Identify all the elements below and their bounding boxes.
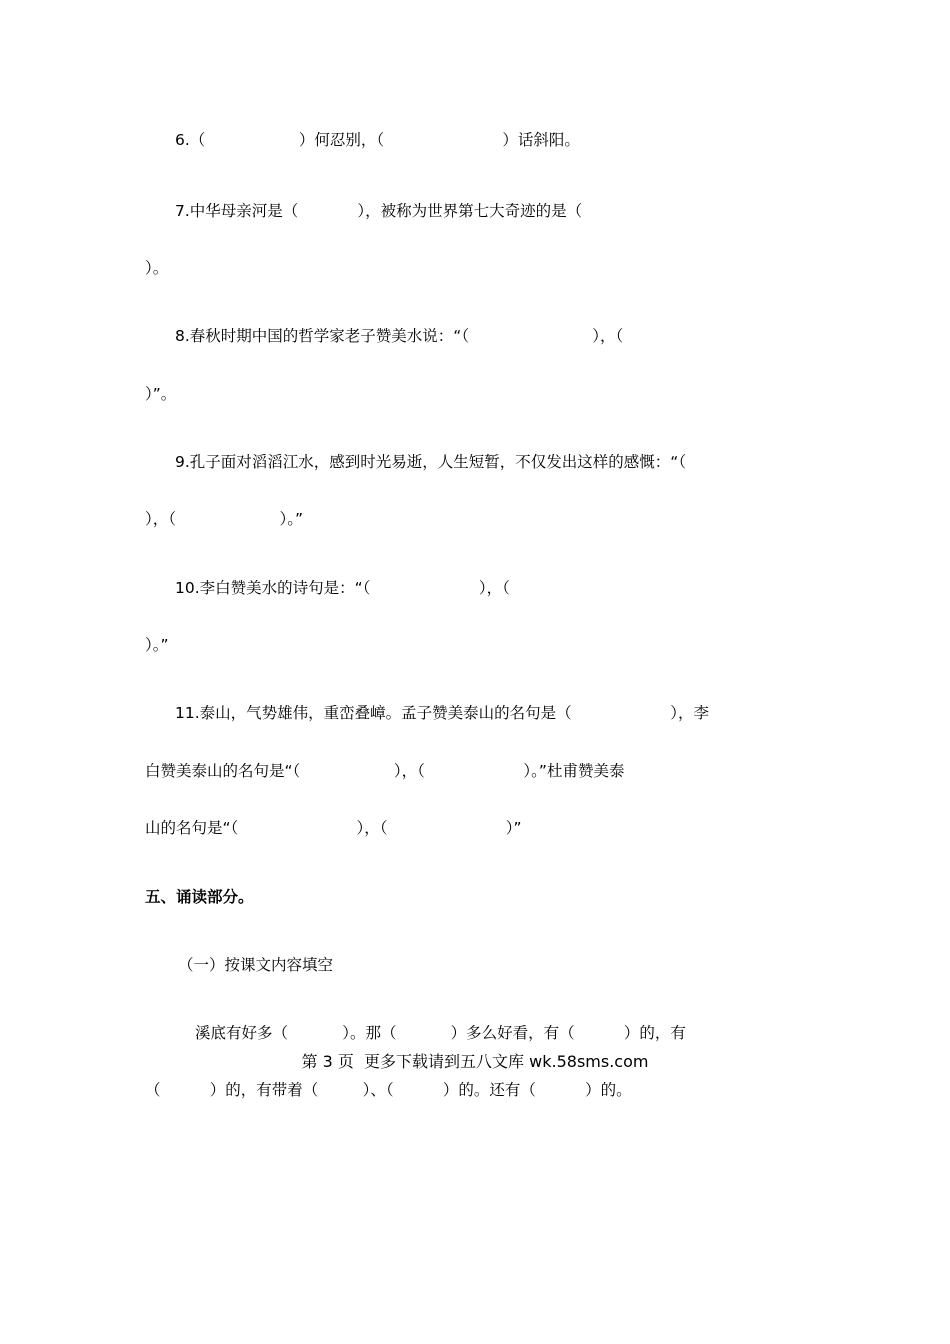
question-9-line-2: ），（ ）。” [145,510,303,528]
section-5-heading: 五、诵读部分。 [145,888,254,906]
question-6: 6.（ ）何忍别，（ ）话斜阳。 [175,131,580,149]
question-11-line-3: 山的名句是“（ ），（ ）” [145,819,522,837]
question-8-line-1: 8.春秋时期中国的哲学家老子赞美水说：“（ ），（ [175,327,624,345]
question-7-line-1: 7.中华母亲河是（ ），被称为世界第七大奇迹的是（ [175,202,583,220]
question-9-line-1: 9.孔子面对滔滔江水，感到时光易逝，人生短暂，不仅发出这样的感慨：“（ [175,453,687,471]
section-5-subheading: （一）按课文内容填空 [178,956,334,974]
question-7-line-2: ）。 [145,259,169,277]
question-10-line-2: ）。” [145,636,169,654]
question-11-line-2: 白赞美泰山的名句是“（ ），（ ）。”杜甫赞美泰 [145,762,625,780]
page-footer: 第 3 页 更多下载请到五八文库 wk.58sms.com [301,1052,649,1071]
question-10-line-1: 10.李白赞美水的诗句是：“（ ），（ [175,579,510,597]
fill-blank-paragraph-line-1: 溪底有好多（ ）。那（ ）多么好看，有（ ）的，有 [195,1024,686,1042]
question-11-line-1: 11.泰山，气势雄伟，重峦叠嶂。孟子赞美泰山的名句是（ ），李 [175,704,709,722]
fill-blank-paragraph-line-2: （ ）的，有带着（ ）、（ ）的。还有（ ）的。 [145,1081,632,1099]
question-8-line-2: ）”。 [145,385,177,403]
